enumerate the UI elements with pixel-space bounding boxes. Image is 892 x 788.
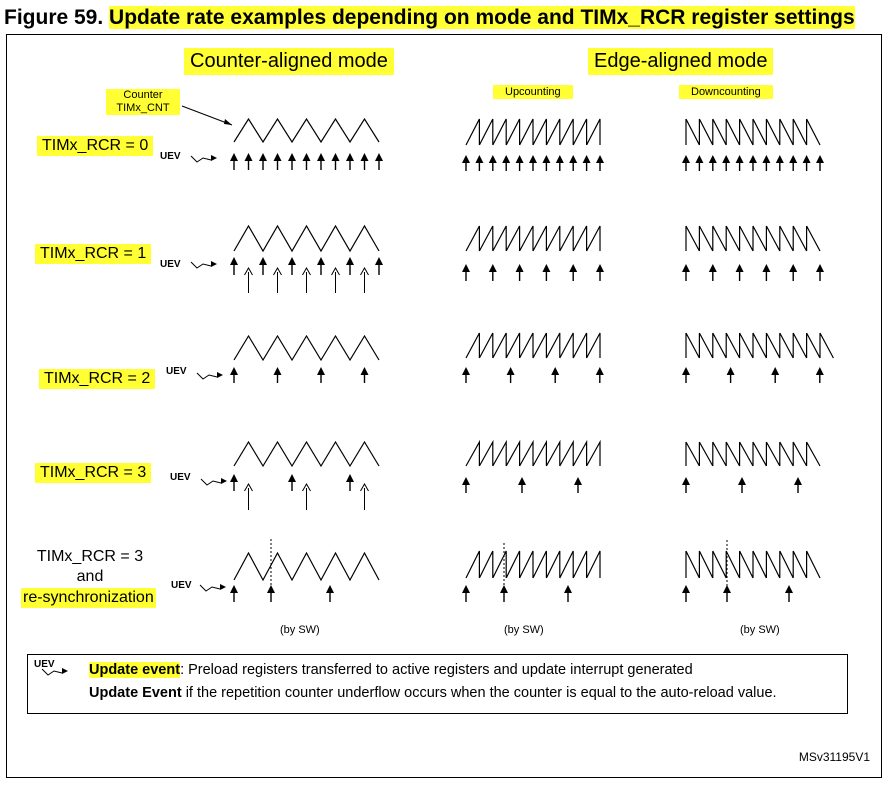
uev-arrowhead (230, 257, 238, 265)
figure-title-text: Update rate examples depending on mode and TIMx_RCR register settings (109, 6, 855, 29)
uev-arrowhead (317, 367, 325, 375)
legend-line-1 (89, 662, 693, 678)
uev-arrowhead (274, 367, 282, 375)
uev-label: UEV (171, 580, 192, 591)
counter-label-line1: Counter (123, 89, 163, 101)
legend-line-2-text: if the repetition counter underflow occurs when the counter is equal to the auto-reload value. (181, 685, 777, 701)
uev-arrowhead (682, 367, 690, 375)
row-label-rcr3-line1: TIMx_RCR = 3 (36, 548, 144, 565)
uev-arrowhead (789, 264, 797, 272)
downcounting-waveform (686, 226, 820, 251)
upcounting-waveform (466, 333, 600, 358)
uev-arrowhead (375, 153, 383, 161)
uev-arrowhead (736, 264, 744, 272)
uev-arrowhead (516, 155, 524, 163)
uev-arrowhead (762, 155, 770, 163)
uev-arrowhead (502, 155, 510, 163)
uev-arrowhead (682, 585, 690, 593)
uev-label: UEV (170, 472, 191, 483)
uev-arrowhead (749, 155, 757, 163)
uev-arrowhead (489, 155, 497, 163)
uev-symbol-arrowhead (211, 155, 217, 161)
counter-waveform (234, 553, 379, 580)
uev-arrowhead (375, 257, 383, 265)
uev-arrowhead (288, 474, 296, 482)
row-label-rcr2: TIMx_RCR = 2 (39, 369, 155, 389)
uev-arrowhead (542, 155, 550, 163)
uev-arrowhead (738, 477, 746, 485)
uev-symbol (191, 262, 211, 268)
uev-arrowhead (803, 155, 811, 163)
uev-arrowhead (288, 257, 296, 265)
uev-arrowhead (794, 477, 802, 485)
uev-arrowhead (230, 367, 238, 375)
uev-arrowhead (259, 153, 267, 161)
uev-arrowhead (230, 474, 238, 482)
downcounting-waveform (686, 119, 820, 145)
downcounting-label: Downcounting (679, 85, 773, 99)
uev-arrowhead (507, 367, 515, 375)
uev-label: UEV (160, 259, 181, 270)
row-label-rcr1: TIMx_RCR = 1 (35, 244, 151, 264)
downcounting-waveform (686, 551, 820, 578)
uev-arrowhead (723, 585, 731, 593)
uev-symbol-arrowhead (211, 261, 217, 267)
uev-arrowhead (569, 264, 577, 272)
uev-arrowhead (346, 474, 354, 482)
uev-arrowhead (516, 264, 524, 272)
uev-arrowhead (462, 367, 470, 375)
row-label-rcr0: TIMx_RCR = 0 (37, 136, 153, 156)
legend-box (27, 654, 848, 714)
uev-arrowhead (574, 477, 582, 485)
legend-uev-label: UEV (34, 659, 55, 670)
uev-arrowhead (462, 155, 470, 163)
uev-arrowhead (736, 155, 744, 163)
uev-arrowhead (596, 264, 604, 272)
uev-arrowhead (274, 153, 282, 161)
uev-arrowhead (709, 155, 717, 163)
uev-arrowhead (267, 585, 275, 593)
downcounting-waveform (686, 442, 820, 466)
figure-reference-code: MSv31195V1 (798, 750, 870, 764)
counter-label-line2: TIMx_CNT (116, 102, 170, 114)
uev-arrowhead (462, 264, 470, 272)
upcounting-waveform (466, 119, 600, 145)
counter-pointer-arrowhead (224, 119, 232, 125)
uev-arrowhead (695, 155, 703, 163)
uev-arrowhead (596, 155, 604, 163)
counter-waveform (234, 442, 379, 466)
row-label-resync: re-synchronization (23, 589, 154, 606)
counter-aligned-mode-label: Counter-aligned mode (184, 48, 394, 75)
uev-arrowhead (245, 153, 253, 161)
uev-arrowhead (682, 477, 690, 485)
uev-symbol-arrowhead (217, 372, 223, 378)
uev-arrowhead (326, 585, 334, 593)
counter-waveform (234, 226, 379, 251)
uev-arrowhead (475, 155, 483, 163)
uev-arrowhead (556, 155, 564, 163)
downcounting-waveform (686, 333, 833, 358)
legend-line-1-text: : Preload registers transferred to active registers and update interrupt generated (180, 662, 693, 678)
uev-arrowhead (816, 264, 824, 272)
uev-arrowhead (317, 153, 325, 161)
edge-aligned-mode-label: Edge-aligned mode (588, 48, 773, 75)
uev-arrowhead (303, 153, 311, 161)
uev-arrowhead (259, 257, 267, 265)
upcounting-waveform (466, 551, 600, 578)
uev-label: UEV (166, 366, 187, 377)
row-label-and: and (76, 568, 104, 585)
uev-arrowhead (317, 257, 325, 265)
uev-arrowhead (288, 153, 296, 161)
uev-arrowhead (727, 367, 735, 375)
uev-arrowhead (489, 264, 497, 272)
uev-arrowhead (816, 367, 824, 375)
upcounting-waveform (466, 442, 600, 466)
uev-arrowhead (332, 153, 340, 161)
by-sw-label: (by SW) (740, 624, 780, 636)
uev-arrowhead (500, 585, 508, 593)
uev-symbol-arrowhead (220, 584, 226, 590)
uev-arrowhead (518, 477, 526, 485)
uev-arrowhead (361, 153, 369, 161)
uev-arrowhead (596, 367, 604, 375)
uev-symbol (197, 373, 217, 379)
uev-arrowhead (771, 367, 779, 375)
uev-arrowhead (709, 264, 717, 272)
counter-waveform (234, 119, 379, 142)
by-sw-label: (by SW) (504, 624, 544, 636)
upcounting-waveform (466, 226, 600, 251)
uev-arrowhead (462, 477, 470, 485)
legend-line-2 (89, 685, 777, 701)
uev-arrowhead (682, 264, 690, 272)
upcounting-label: Upcounting (493, 85, 573, 99)
uev-symbol (201, 479, 221, 485)
uev-symbol-arrowhead (221, 478, 227, 484)
uev-arrowhead (722, 155, 730, 163)
by-sw-label: (by SW) (280, 624, 320, 636)
uev-arrowhead (682, 155, 690, 163)
legend-update-event-term-2: Update Event (89, 685, 182, 701)
uev-arrowhead (564, 585, 572, 593)
uev-arrowhead (361, 367, 369, 375)
uev-arrowhead (346, 153, 354, 161)
uev-arrowhead (346, 257, 354, 265)
uev-symbol (200, 585, 220, 591)
uev-arrowhead (776, 155, 784, 163)
uev-label: UEV (160, 151, 181, 162)
uev-arrowhead (583, 155, 591, 163)
figure-number: Figure 59. (4, 6, 110, 29)
uev-arrowhead (230, 153, 238, 161)
uev-arrowhead (816, 155, 824, 163)
uev-arrowhead (789, 155, 797, 163)
uev-arrowhead (762, 264, 770, 272)
uev-arrowhead (230, 585, 238, 593)
counter-label (106, 89, 180, 115)
uev-arrowhead (551, 367, 559, 375)
uev-arrowhead (462, 585, 470, 593)
uev-arrowhead (529, 155, 537, 163)
uev-arrowhead (569, 155, 577, 163)
uev-symbol (191, 156, 211, 162)
uev-arrowhead (542, 264, 550, 272)
legend-update-event-term: Update event (89, 662, 181, 678)
row-label-rcr3: TIMx_RCR = 3 (35, 463, 151, 483)
counter-waveform (234, 336, 379, 360)
uev-arrowhead (785, 585, 793, 593)
